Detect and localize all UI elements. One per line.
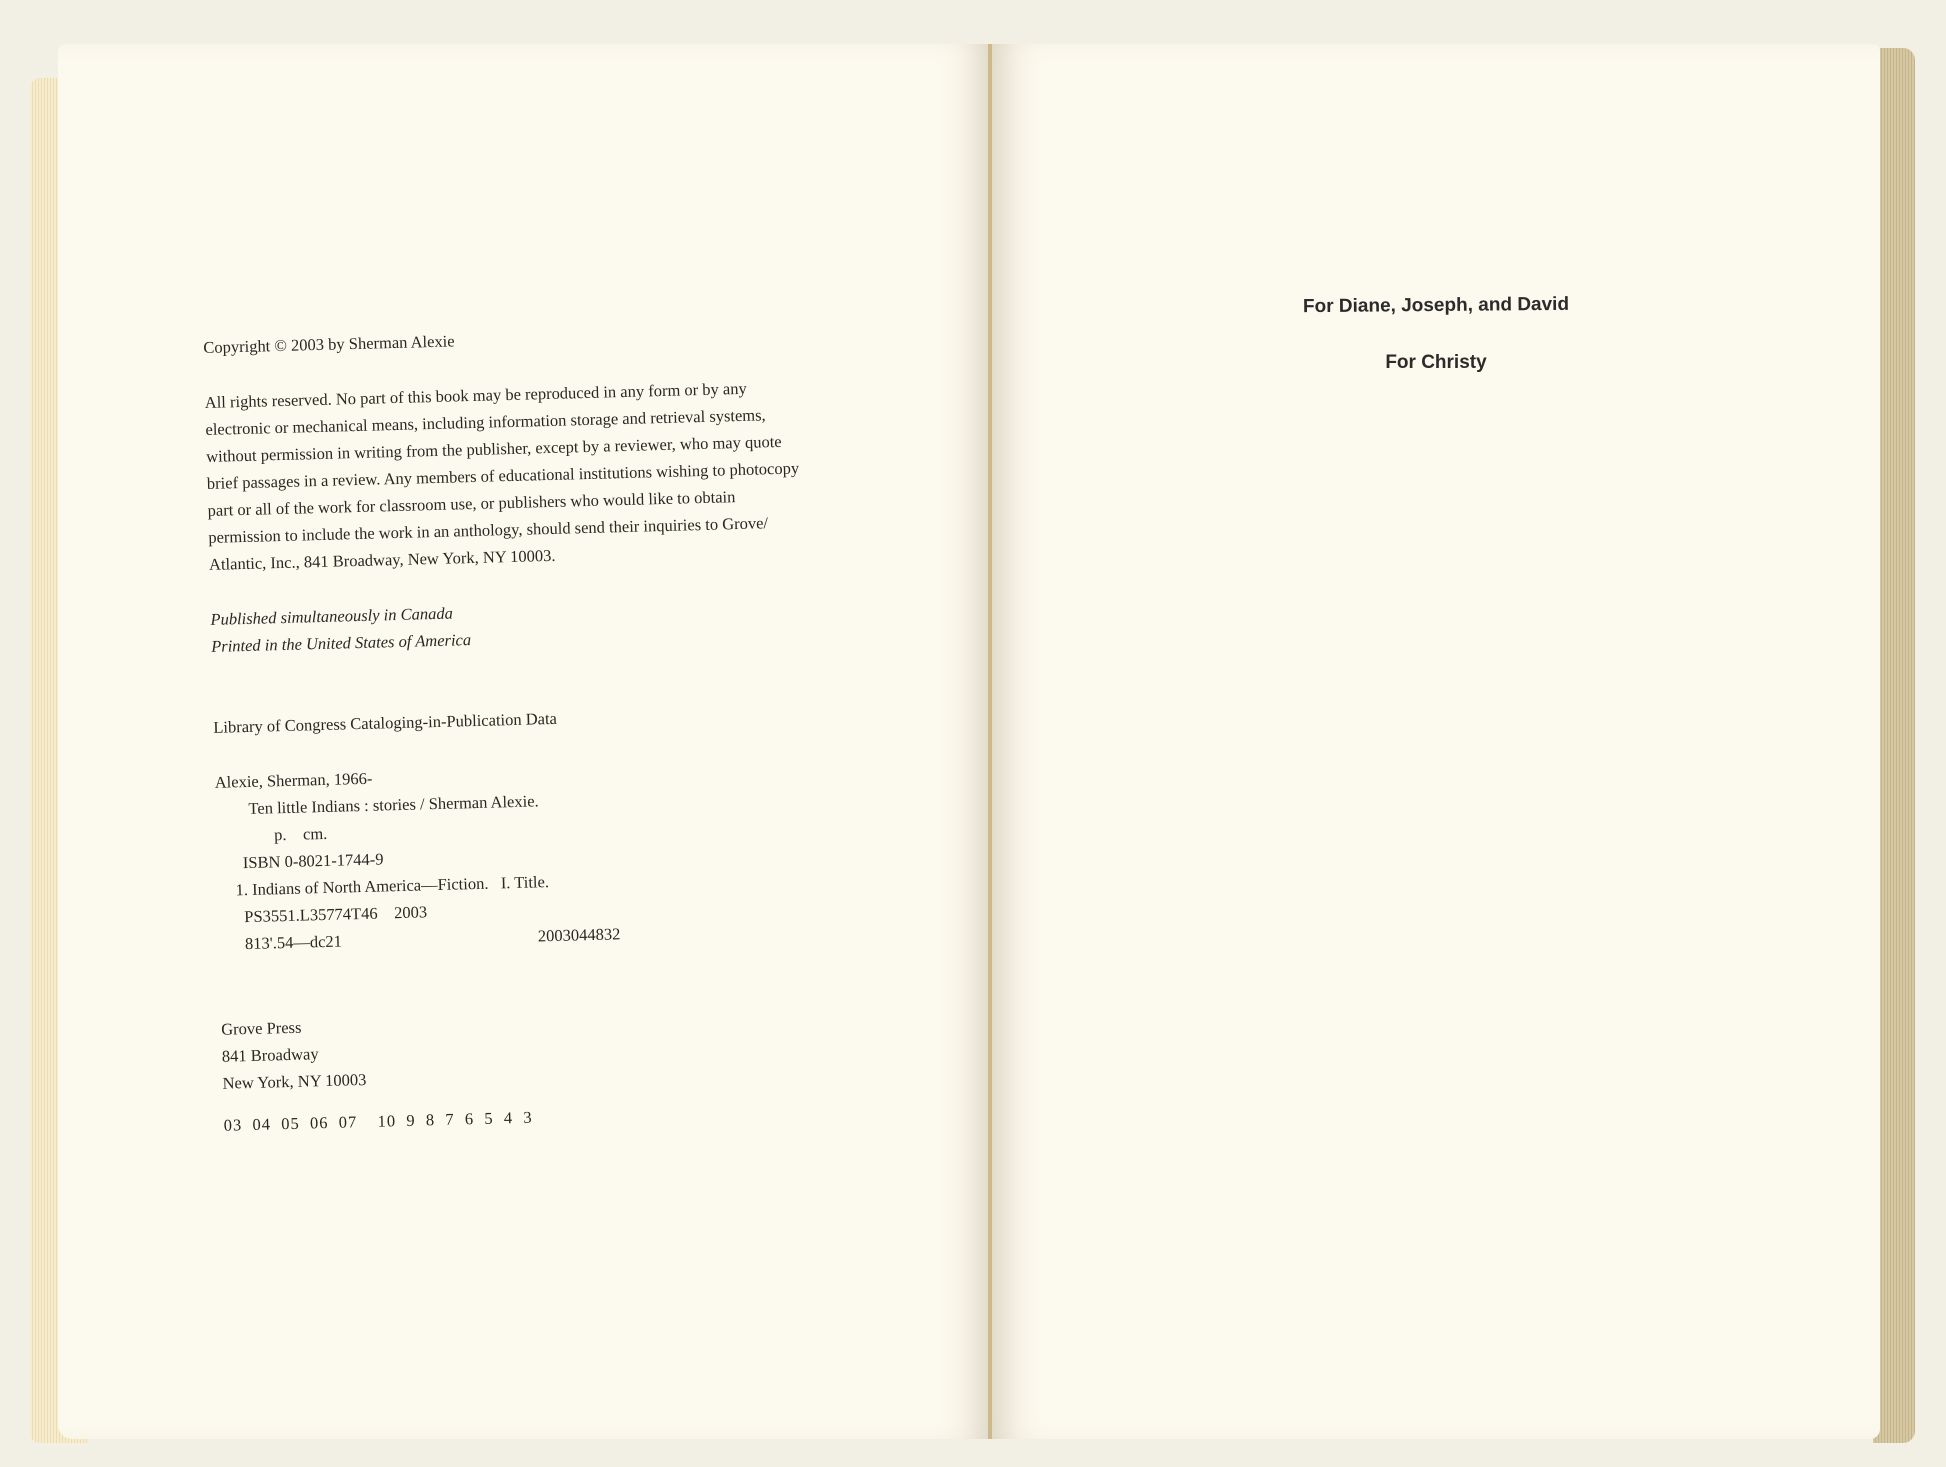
cip-title: Ten little Indians : stories / Sherman Alexie. [248,791,539,818]
publisher-city: New York, NY 10003 [222,1069,367,1093]
publisher-address [221,1000,828,1097]
published-canada: Published simultaneously in Canada [210,603,454,629]
rights-line: permission to include the work in an anthology, should send their inquiries to Grove/ [208,513,769,547]
cip-subject: 1. Indians of North America—Fiction. I. Title. [235,872,550,900]
dedication-second: For Christy [1385,352,1487,373]
copyright-notice: Copyright © 2003 by Sherman Alexie [203,331,455,357]
printed-usa: Printed in the United States of America [210,630,472,656]
cip-isbn: ISBN 0-8021-1744-9 [242,849,384,873]
rights-line: without permission in writing from the publisher, except by a reviewer, who may quote [205,431,782,466]
rights-line: brief passages in a review. Any members of educational institutions wishing to photocopy [206,458,800,493]
cip-author: Alexie, Sherman, 1966- [214,768,373,792]
rights-line: Atlantic, Inc., 841 Broadway, New York, NY 10003. [208,545,556,574]
printing-line: 03 04 05 06 07 10 9 8 7 6 5 4 3 [223,1107,533,1135]
cip-heading: Library of Congress Cataloging-in-Publication Data [213,708,558,737]
rights-paragraph [204,373,814,578]
rights-line: electronic or mechanical means, including information storage and retrieval systems, [205,405,766,439]
rights-line: All rights reserved. No part of this book may be reproduced in any form or by any [204,378,747,412]
cip-lc-call: PS3551.L35774T46 2003 [244,902,428,927]
copyright-content [203,318,829,1139]
dedication-page [992,44,1880,1439]
cip-block [214,753,824,958]
cip-lccn: 2003044832 [537,924,621,946]
publisher-street: 841 Broadway [221,1044,319,1066]
rights-line: part or all of the work for classroom use, or publishers who would like to obtain [207,487,736,520]
dedication-first: For Diane, Joseph, and David [1302,293,1570,318]
cip-pagination: p. cm. [273,823,328,845]
publisher-name: Grove Press [220,1017,302,1039]
cip-dewey: 813'.54—dc21 [244,931,343,954]
open-book [30,38,1915,1448]
publication-notes [210,590,816,660]
copyright-page [58,44,990,1439]
